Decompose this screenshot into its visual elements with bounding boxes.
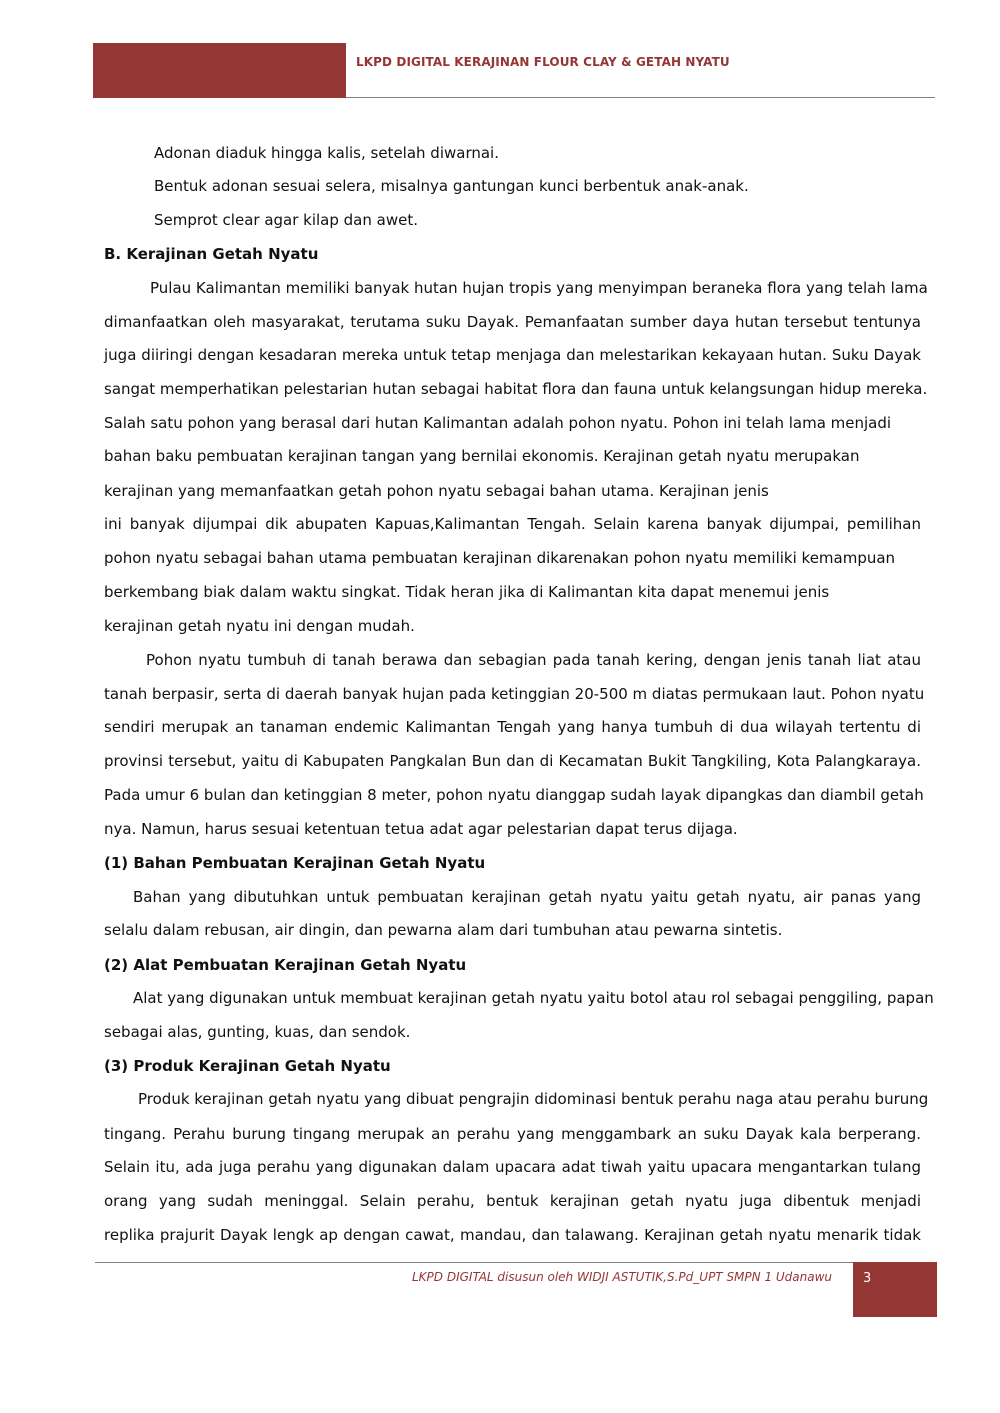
paragraph-line: berkembang biak dalam waktu singkat. Tidak heran jika di Kalimantan kita dapat menemui jenis xyxy=(104,583,830,601)
paragraph-line: orang yang sudah meninggal. Selain perahu, bentuk kerajinan getah nyatu juga dibentuk menjadi xyxy=(104,1192,921,1210)
paragraph-line: tingang. Perahu burung tingang merupak an perahu yang menggambark an suku Dayak kala berperang. xyxy=(104,1125,921,1143)
paragraph-line: Pada umur 6 bulan dan ketinggian 8 meter, pohon nyatu dianggap sudah layak dipangkas dan diambil getah xyxy=(104,786,924,804)
paragraph-line: provinsi tersebut, yaitu di Kabupaten Pangkalan Bun dan di Kecamatan Bukit Tangkiling, Kota Palangkaraya. xyxy=(104,752,921,770)
footer-rule xyxy=(95,1262,853,1263)
paragraph-line: Alat yang digunakan untuk membuat kerajinan getah nyatu yaitu botol atau rol sebagai penggiling, papan xyxy=(133,989,934,1007)
paragraph-line: juga diiringi dengan kesadaran mereka untuk tetap menjaga dan melestarikan kekayaan hutan. Suku Dayak xyxy=(104,346,921,364)
paragraph-line: pohon nyatu sebagai bahan utama pembuatan kerajinan dikarenakan pohon nyatu memiliki kemampuan xyxy=(104,549,896,567)
paragraph-line: ini banyak dijumpai dik abupaten Kapuas,Kalimantan Tengah. Selain karena banyak dijumpai, pemilihan xyxy=(104,515,921,533)
subsection-heading: (3) Produk Kerajinan Getah Nyatu xyxy=(104,1057,391,1075)
paragraph-line: replika prajurit Dayak lengk ap dengan cawat, mandau, dan talawang. Kerajinan getah nyatu menarik tidak xyxy=(104,1226,921,1244)
page-number: 3 xyxy=(863,1271,872,1286)
paragraph-line: Bahan yang dibutuhkan untuk pembuatan kerajinan getah nyatu yaitu getah nyatu, air panas yang xyxy=(133,888,921,906)
paragraph-line: nya. Namun, harus sesuai ketentuan tetua adat agar pelestarian dapat terus dijaga. xyxy=(104,820,738,838)
paragraph-line: Salah satu pohon yang berasal dari hutan Kalimantan adalah pohon nyatu. Pohon ini telah lama menjadi xyxy=(104,414,892,432)
paragraph-line: sangat memperhatikan pelestarian hutan sebagai habitat flora dan fauna untuk kelangsungan hidup mereka. xyxy=(104,380,928,398)
header-title: LKPD DIGITAL KERAJINAN FLOUR CLAY & GETAH NYATU xyxy=(356,55,730,69)
paragraph-line: kerajinan yang memanfaatkan getah pohon nyatu sebagai bahan utama. Kerajinan jenis xyxy=(104,482,769,500)
paragraph-line: Pohon nyatu tumbuh di tanah berawa dan sebagian pada tanah kering, dengan jenis tanah liat atau xyxy=(146,651,921,669)
section-heading: B. Kerajinan Getah Nyatu xyxy=(104,245,319,263)
paragraph-line: Pulau Kalimantan memiliki banyak hutan hujan tropis yang menyimpan beraneka flora yang telah lama xyxy=(150,279,928,297)
footer-credit: LKPD DIGITAL disusun oleh WIDJI ASTUTIK,S.Pd_UPT SMPN 1 Udanawu xyxy=(412,1270,833,1284)
subsection-heading: (2) Alat Pembuatan Kerajinan Getah Nyatu xyxy=(104,956,467,974)
header-rule xyxy=(346,97,935,98)
paragraph-line: bahan baku pembuatan kerajinan tangan yang bernilai ekonomis. Kerajinan getah nyatu merupakan xyxy=(104,447,860,465)
step-line: Adonan diaduk hingga kalis, setelah diwarnai. xyxy=(154,144,499,162)
paragraph-line: Produk kerajinan getah nyatu yang dibuat pengrajin didominasi bentuk perahu naga atau perahu burung xyxy=(138,1090,929,1108)
header-color-block xyxy=(93,43,346,98)
step-line: Semprot clear agar kilap dan awet. xyxy=(154,211,418,229)
paragraph-line: kerajinan getah nyatu ini dengan mudah. xyxy=(104,617,415,635)
subsection-heading: (1) Bahan Pembuatan Kerajinan Getah Nyatu xyxy=(104,854,486,872)
paragraph-line: tanah berpasir, serta di daerah banyak hujan pada ketinggian 20-500 m diatas permukaan laut. Pohon nyatu xyxy=(104,685,925,703)
paragraph-line: selalu dalam rebusan, air dingin, dan pewarna alam dari tumbuhan atau pewarna sintetis. xyxy=(104,921,783,939)
step-line: Bentuk adonan sesuai selera, misalnya gantungan kunci berbentuk anak-anak. xyxy=(154,177,749,195)
paragraph-line: dimanfaatkan oleh masyarakat, terutama suku Dayak. Pemanfaatan sumber daya hutan tersebut tentunya xyxy=(104,313,921,331)
paragraph-line: sendiri merupak an tanaman endemic Kalimantan Tengah yang hanya tumbuh di dua wilayah tertentu di xyxy=(104,718,921,736)
paragraph-line: Selain itu, ada juga perahu yang digunakan dalam upacara adat tiwah yaitu upacara mengantarkan tulang xyxy=(104,1158,921,1176)
paragraph-line: sebagai alas, gunting, kuas, dan sendok. xyxy=(104,1023,411,1041)
